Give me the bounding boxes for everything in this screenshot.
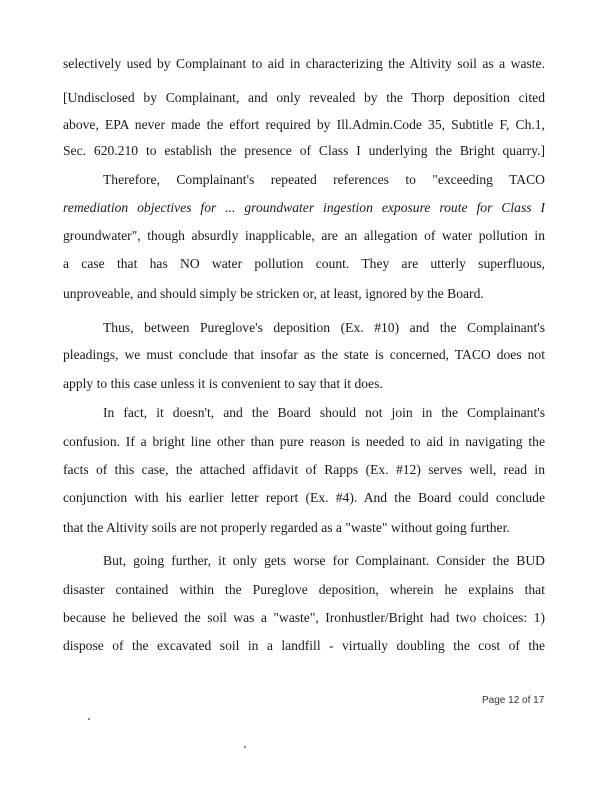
body-line: that the Altivity soils are not properly regarded as a "waste" without going further. [63,520,510,535]
body-line: groundwater", though absurdly inapplicable, are an allegation of water pollution in [63,228,545,243]
body-line: dispose of the excavated soil in a landfill - virtually doubling the cost of the [63,638,545,653]
body-line: But, going further, it only gets worse for Complainant. Consider the BUD [103,553,545,568]
body-line: Sec. 620.210 to establish the presence of Class I underlying the Bright quarry.] [63,143,545,158]
page-number: Page 12 of 17 [482,695,545,706]
body-line: Therefore, Complainant's repeated references to "exceeding TACO [103,172,545,187]
body-line: facts of this case, the attached affidavit of Rapps (Ex. #12) serves well, read in [63,462,545,477]
body-line: selectively used by Complainant to aid in characterizing the Altivity soil as a waste. [63,56,545,71]
body-line: above, EPA never made the effort required by Ill.Admin.Code 35, Subtitle F, Ch.1, [63,117,545,132]
body-line: confusion. If a bright line other than pure reason is needed to aid in navigating the [63,434,545,449]
body-line: remediation objectives for ... groundwater ingestion exposure route for Class I [63,200,545,215]
body-line: disaster contained within the Pureglove deposition, wherein he explains that [63,582,545,597]
body-line: pleadings, we must conclude that insofar as the state is concerned, TACO does not [63,347,545,362]
body-line: Thus, between Pureglove's deposition (Ex. #10) and the Complainant's [103,320,545,335]
body-line: apply to this case unless it is convenient to say that it does. [63,376,383,391]
scan-speck [244,746,246,748]
body-line: In fact, it doesn't, and the Board should not join in the Complainant's [103,405,545,420]
scan-speck [88,718,90,720]
body-line: because he believed the soil was a "waste", Ironhustler/Bright had two choices: 1) [63,610,545,625]
body-line: a case that has NO water pollution count. They are utterly superfluous, [63,256,545,271]
body-line: unproveable, and should simply be stricken or, at least, ignored by the Board. [63,286,484,301]
body-line: conjunction with his earlier letter report (Ex. #4). And the Board could conclude [63,490,545,505]
body-line: [Undisclosed by Complainant, and only revealed by the Thorp deposition cited [63,90,545,105]
